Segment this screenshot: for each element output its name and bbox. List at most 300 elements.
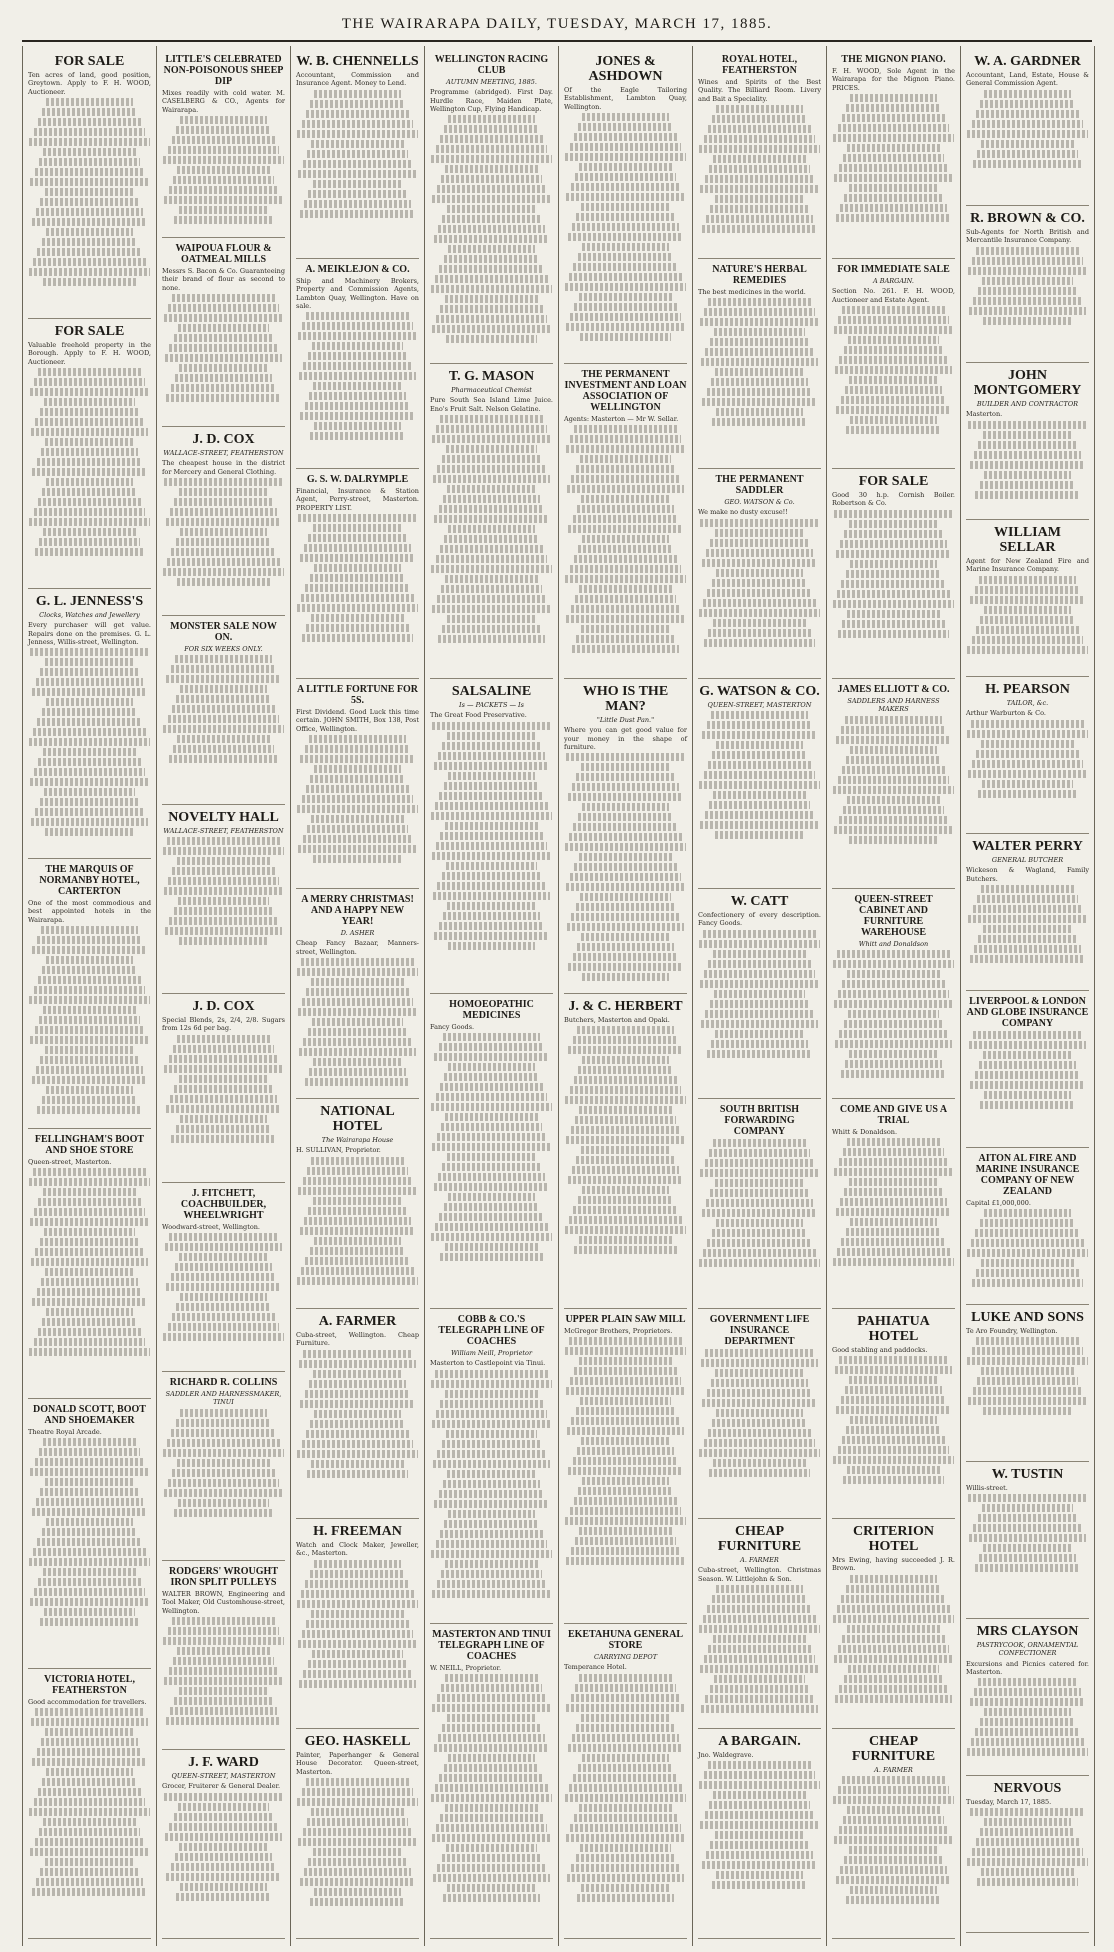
fine-print-line	[970, 1698, 1086, 1706]
fine-print-line	[565, 1226, 687, 1234]
fine-print-line	[568, 1046, 682, 1054]
fine-print-line	[311, 978, 404, 986]
fine-print-line	[701, 1705, 818, 1713]
advertisement-title: ROYAL HOTEL, FEATHERSTON	[721, 54, 798, 76]
fine-print-line	[445, 1390, 538, 1398]
fine-print-line	[31, 818, 148, 826]
fine-print-line	[314, 1410, 400, 1418]
advertisement-title: COME AND GIVE US A TRIAL	[839, 1104, 948, 1126]
fine-print-line	[33, 258, 146, 266]
fine-print-line	[700, 980, 819, 988]
fine-print-line	[165, 927, 282, 935]
fine-print-line	[574, 1814, 676, 1822]
fine-print-line	[431, 1233, 553, 1241]
fine-print-line	[842, 306, 944, 314]
advertisement	[162, 427, 285, 616]
advertisement	[698, 1519, 821, 1729]
advertisement-body: Pure South Sea Island Lime Juice. Eno's Fruit Salt. Nelson Gelatine.	[430, 396, 553, 413]
fine-print-line	[432, 1420, 551, 1428]
fine-print-line	[704, 135, 816, 143]
fine-print-line	[580, 1844, 671, 1852]
advertisement	[698, 679, 821, 889]
fine-print-line	[438, 1734, 545, 1742]
fine-print-line	[434, 932, 548, 940]
fine-print-line	[579, 1236, 672, 1244]
advertisement-body: The best medicines in the world.	[698, 288, 806, 296]
advertisement-body: Temperance Hotel.	[564, 1663, 627, 1672]
fine-print-line	[447, 902, 536, 910]
fine-print-line	[838, 1645, 949, 1653]
fine-print-line	[702, 398, 816, 406]
fine-print-line	[30, 1598, 149, 1606]
fine-print-line	[716, 1871, 803, 1879]
fine-print-line	[434, 762, 550, 770]
advertisement-body: Te Aro Foundry, Wellington.	[966, 1327, 1058, 1335]
advertisement-title: THE MARQUIS OF NORMANBY HOTEL, CARTERTON	[39, 864, 140, 897]
fine-print-line	[968, 267, 1087, 275]
fine-print-line	[566, 1387, 685, 1395]
fine-print-line	[440, 305, 542, 313]
fine-print-line	[565, 1794, 687, 1802]
column-6	[692, 46, 826, 1946]
fine-print-line	[704, 1771, 816, 1779]
fine-print-line	[710, 1189, 808, 1197]
fine-print-line	[578, 123, 673, 131]
fine-print-line	[34, 508, 146, 516]
fine-print-line	[844, 1675, 944, 1683]
fine-print-line	[46, 478, 132, 486]
fine-print-line	[704, 639, 815, 647]
fine-print-line	[174, 334, 274, 342]
fine-print-line	[570, 313, 681, 321]
fine-print-line	[841, 1070, 947, 1078]
fine-print-line	[574, 1246, 676, 1254]
fine-print-line	[700, 1665, 819, 1673]
fine-print-line	[569, 1784, 682, 1792]
advertisement-title: VICTORIA HOTEL, FEATHERSTON	[44, 1674, 135, 1696]
fine-print-line	[579, 163, 671, 171]
fine-print-line	[837, 1605, 950, 1613]
advertisement	[296, 889, 419, 1099]
fine-print-line	[175, 1263, 272, 1271]
fine-print-line	[177, 1035, 269, 1043]
fine-print-line	[838, 1446, 950, 1454]
fine-print-line	[977, 150, 1078, 158]
fine-print-line	[169, 1233, 277, 1241]
fine-print-line	[845, 1060, 942, 1068]
fine-print-line	[574, 303, 676, 311]
advertisement-title: A BARGAIN.	[718, 1734, 801, 1749]
column-1	[22, 46, 156, 1946]
fine-print-line	[973, 160, 1082, 168]
fine-print-line	[168, 146, 280, 154]
advertisement	[698, 889, 821, 1099]
advertisement	[296, 1729, 419, 1939]
fine-print-line	[711, 711, 808, 719]
fine-print-line	[835, 1040, 952, 1048]
fine-print-line	[715, 1179, 805, 1187]
advertisement	[966, 1305, 1089, 1462]
advertisement-body: Wickeson & Wagland, Family Butchers.	[966, 866, 1089, 883]
fine-print-line	[846, 1228, 942, 1236]
fine-print-line	[834, 174, 952, 182]
fine-print-line	[437, 1694, 546, 1702]
fine-print-line	[843, 1816, 944, 1824]
fine-print-line	[984, 1818, 1070, 1826]
fine-print-line	[433, 1460, 550, 1468]
fine-print-line	[836, 1876, 952, 1884]
fine-print-line	[709, 165, 810, 173]
fine-print-line	[167, 837, 280, 845]
fine-print-line	[177, 857, 270, 865]
advertisement-body: Messrs S. Bacon & Co. Guaranteeing their brand of flour as second to none.	[162, 267, 285, 292]
fine-print-line	[703, 599, 816, 607]
advertisement-subtitle: Is — PACKETS — Is	[459, 701, 524, 709]
fine-print-line	[297, 1798, 418, 1806]
advertisement	[564, 994, 687, 1309]
fine-print-line	[31, 428, 148, 436]
fine-print-line	[171, 665, 277, 673]
fine-print-line	[578, 545, 673, 553]
fine-print-line	[300, 554, 416, 562]
fine-print-line	[35, 808, 143, 816]
fine-print-line	[166, 394, 280, 402]
fine-print-line	[302, 120, 414, 128]
fine-print-line	[711, 378, 808, 386]
fine-print-line	[572, 223, 679, 231]
fine-print-line	[566, 1834, 685, 1842]
advertisement-body: Painter, Paperhanger & General House Decorator. Queen-street, Masterton.	[296, 1751, 419, 1776]
fine-print-line	[38, 368, 140, 376]
fine-print-line	[575, 173, 676, 181]
fine-print-line	[582, 535, 668, 543]
fine-print-line	[303, 1177, 412, 1185]
fine-print-line	[979, 1061, 1076, 1069]
fine-print-line	[716, 1219, 803, 1227]
fine-print-line	[45, 1046, 135, 1054]
fine-print-line	[837, 1248, 950, 1256]
fine-print-line	[971, 1738, 1084, 1746]
advertisement	[564, 364, 687, 679]
fine-print-line	[435, 275, 548, 283]
fine-print-line	[32, 688, 148, 696]
fine-print-line	[304, 200, 411, 208]
fine-print-line	[41, 448, 138, 456]
fine-print-line	[38, 1198, 140, 1206]
advertisement	[832, 679, 955, 889]
fine-print-line	[442, 872, 542, 880]
fine-print-line	[40, 668, 138, 676]
fine-print-line	[977, 1878, 1078, 1886]
fine-print-line	[171, 1273, 277, 1281]
fine-print-line	[841, 396, 947, 404]
fine-print-line	[580, 1397, 671, 1405]
fine-print-line	[440, 1253, 542, 1261]
fine-print-line	[972, 120, 1084, 128]
fine-print-line	[166, 518, 282, 526]
fine-print-line	[166, 1717, 282, 1725]
fine-print-line	[849, 1846, 939, 1854]
advertisement-title: WELLINGTON RACING CLUB	[434, 54, 549, 76]
fine-print-line	[35, 1026, 144, 1034]
advertisement-title: WHO IS THE MAN?	[582, 684, 669, 714]
fine-print-line	[973, 1387, 1082, 1395]
fine-print-line	[846, 1585, 942, 1593]
advertisement-title: NERVOUS	[993, 1781, 1062, 1796]
fine-print-line	[716, 1585, 803, 1593]
fine-print-line	[302, 1630, 413, 1638]
fine-print-line	[707, 589, 812, 597]
advertisement-title: FOR SALE	[54, 54, 125, 69]
fine-print-line	[163, 847, 285, 855]
fine-print-line	[163, 1333, 284, 1341]
fine-print-line	[36, 1498, 143, 1506]
fine-print-line	[434, 1183, 550, 1191]
fine-print-line	[305, 1257, 410, 1265]
advertisement-title: WALTER PERRY	[972, 839, 1083, 854]
fine-print-line	[846, 1896, 942, 1904]
fine-print-line	[32, 1076, 148, 1084]
fine-print-line	[433, 475, 550, 483]
advertisement-body: We make no dusty excuse!!	[698, 508, 788, 517]
fine-print-line	[842, 620, 944, 628]
advertisement-title: DONALD SCOTT, BOOT AND SHOEMAKER	[33, 1404, 146, 1426]
fine-print-line	[447, 1470, 536, 1478]
advertisement	[162, 1183, 285, 1372]
advertisement	[430, 679, 553, 994]
advertisement-subtitle: The Wairarapa House	[321, 1136, 394, 1144]
fine-print-line	[716, 105, 802, 113]
fine-print-line	[978, 935, 1076, 943]
fine-print-line	[166, 1105, 282, 1113]
advertisement-title: J. FITCHETT, COACHBUILDER, WHEELWRIGHT	[180, 1188, 267, 1221]
fine-print-line	[447, 1884, 536, 1892]
fine-print-line	[171, 548, 276, 556]
fine-print-line	[850, 1575, 937, 1583]
fine-print-line	[972, 636, 1084, 644]
fine-print-line	[975, 1071, 1081, 1079]
fine-print-line	[710, 338, 810, 346]
advertisement-body: Ten acres of land, good position, Greytown. Apply to F. H. WOOD, Auctioneer.	[28, 71, 151, 96]
fine-print-line	[983, 431, 1073, 439]
fine-print-line	[439, 265, 544, 273]
fine-print-line	[434, 235, 550, 243]
advertisement-title: H. FREEMAN	[313, 1524, 402, 1539]
fine-print-line	[981, 140, 1073, 148]
fine-print-line	[445, 1804, 538, 1812]
fine-print-line	[571, 1694, 680, 1702]
fine-print-line	[32, 1508, 148, 1516]
fine-print-line	[570, 1824, 681, 1832]
fine-print-line	[173, 745, 274, 753]
fine-print-line	[308, 534, 406, 542]
fine-print-line	[34, 768, 145, 776]
fine-print-line	[566, 445, 685, 453]
advertisement	[698, 1099, 821, 1309]
fine-print-line	[837, 590, 950, 598]
fine-print-line	[969, 1534, 1086, 1542]
fine-print-line	[164, 478, 282, 486]
fine-print-line	[712, 1881, 808, 1889]
fine-print-line	[976, 1838, 1079, 1846]
advertisement-title: FELLINGHAM'S BOOT AND SHOE STORE	[34, 1134, 145, 1156]
fine-print-line	[168, 1627, 280, 1635]
advertisement-body: Arthur Warburton & Co.	[966, 709, 1046, 718]
fine-print-line	[44, 1228, 135, 1236]
advertisement-subtitle: CARRYING DEPOT	[593, 1653, 658, 1661]
fine-print-line	[38, 1788, 141, 1796]
fine-print-line	[567, 1874, 684, 1882]
fine-print-line	[984, 1209, 1071, 1217]
fine-print-line	[29, 738, 151, 746]
fine-print-line	[41, 926, 138, 934]
fine-print-line	[980, 1718, 1076, 1726]
fine-print-line	[310, 775, 405, 783]
fine-print-line	[41, 1278, 138, 1286]
advertisement-subtitle: "Little Dust Pan."	[596, 716, 655, 724]
fine-print-line	[705, 1010, 813, 1018]
fine-print-line	[313, 382, 402, 390]
fine-print-line	[581, 1714, 671, 1722]
fine-print-line	[445, 1243, 538, 1251]
fine-print-line	[973, 905, 1082, 913]
fine-print-line	[45, 1268, 134, 1276]
fine-print-line	[445, 575, 537, 583]
fine-print-line	[712, 115, 807, 123]
fine-print-line	[579, 1674, 671, 1682]
fine-print-line	[576, 1156, 674, 1164]
fine-print-line	[437, 185, 546, 193]
fine-print-line	[578, 1764, 674, 1772]
advertisement-body: McGregor Brothers, Proprietors.	[564, 1327, 673, 1335]
fine-print-line	[43, 528, 135, 536]
fine-print-line	[835, 1695, 952, 1703]
fine-print-line	[701, 1359, 818, 1367]
fine-print-line	[174, 1085, 272, 1093]
fine-print-line	[38, 976, 141, 984]
fine-print-line	[566, 1557, 684, 1565]
fine-print-line	[970, 596, 1084, 604]
fine-print-line	[574, 1367, 676, 1375]
fine-print-line	[580, 893, 671, 901]
fine-print-line	[844, 1856, 942, 1864]
fine-print-line	[577, 1894, 674, 1902]
advertisement	[966, 49, 1089, 206]
fine-print-line	[174, 498, 272, 506]
fine-print-line	[304, 544, 411, 552]
advertisement-body: Valuable freehold property in the Borough. Apply to F. H. WOOD, Auctioneer.	[28, 341, 151, 366]
advertisement-subtitle: GENERAL BUTCHER	[991, 856, 1064, 864]
fine-print-line	[443, 912, 540, 920]
fine-print-line	[36, 678, 143, 686]
fine-print-line	[179, 1253, 268, 1261]
fine-print-line	[714, 328, 805, 336]
fine-print-line	[439, 1213, 544, 1221]
advertisement	[698, 49, 821, 259]
fine-print-line	[571, 1864, 679, 1872]
fine-print-line	[702, 1861, 818, 1869]
fine-print-line	[434, 1053, 548, 1061]
fine-print-line	[710, 539, 808, 547]
advertisement-subtitle: William Neill, Proprietor	[450, 1349, 533, 1357]
fine-print-line	[976, 110, 1079, 118]
fine-print-line	[178, 324, 269, 332]
advertisement	[28, 859, 151, 1129]
fine-print-line	[572, 783, 679, 791]
fine-print-line	[576, 465, 676, 473]
advertisement	[430, 364, 553, 679]
fine-print-line	[310, 574, 406, 582]
advertisement	[698, 469, 821, 679]
fine-print-line	[573, 953, 679, 961]
advertisement-body: Section No. 261. F. H. WOOD, Auctioneer and Estate Agent.	[832, 287, 955, 304]
fine-print-line	[845, 386, 942, 394]
advertisement	[564, 1309, 687, 1624]
fine-print-line	[178, 1499, 269, 1507]
fine-print-line	[576, 1724, 674, 1732]
fine-print-line	[40, 1618, 140, 1626]
fine-print-line	[976, 750, 1078, 758]
fine-print-line	[433, 892, 550, 900]
fine-print-line	[435, 1223, 548, 1231]
fine-print-line	[167, 558, 280, 566]
fine-print-line	[579, 853, 672, 861]
fine-print-line	[164, 887, 283, 895]
fine-print-line	[37, 1748, 143, 1756]
fine-print-line	[704, 308, 815, 316]
fine-print-line	[715, 195, 805, 203]
fine-print-line	[176, 538, 272, 546]
fine-print-line	[571, 475, 679, 483]
advertisement-body: One of the most commodious and best appointed hotels in the Wairarapa.	[28, 899, 151, 924]
fine-print-line	[42, 1778, 137, 1786]
fine-print-line	[168, 715, 280, 723]
fine-print-line	[299, 1360, 416, 1368]
advertisement-body: Confectionery of every description. Fancy Goods.	[698, 911, 821, 928]
advertisement-title: T. G. MASON	[448, 369, 535, 384]
advertisement-title: NATIONAL HOTEL	[320, 1104, 395, 1134]
fine-print-line	[448, 772, 535, 780]
fine-print-line	[310, 1898, 406, 1906]
fine-print-line	[582, 113, 668, 121]
fine-print-line	[839, 1826, 948, 1834]
fine-print-line	[848, 1665, 939, 1673]
advertisement-title: QUEEN-STREET CABINET AND FURNITURE WAREHOUSE	[854, 894, 933, 938]
fine-print-line	[437, 1864, 545, 1872]
fine-print-line	[712, 751, 807, 759]
fine-print-line	[700, 519, 818, 527]
fine-print-line	[975, 491, 1080, 499]
fine-print-line	[310, 1420, 405, 1428]
fine-print-line	[164, 1489, 283, 1497]
fine-print-line	[982, 1504, 1073, 1512]
advertisement-subtitle: A BARGAIN.	[873, 277, 914, 285]
fine-print-line	[439, 922, 545, 930]
advertisement-body: Special Blends, 2s, 2/4, 2/8. Sugars from 12s 6d per bag.	[162, 1016, 285, 1033]
fine-print-line	[436, 1824, 547, 1832]
fine-print-line	[444, 1520, 539, 1528]
fine-print-line	[713, 1635, 806, 1643]
fine-print-line	[699, 781, 820, 789]
fine-print-line	[174, 216, 272, 224]
advertisement-body: F. H. WOOD, Sole Agent in the Wairarapa for the Mignon Piano. PRICES.	[832, 67, 955, 92]
fine-print-line	[440, 1814, 542, 1822]
fine-print-line	[566, 1704, 684, 1712]
fine-print-line	[31, 1718, 148, 1726]
fine-print-line	[32, 1888, 148, 1896]
fine-print-line	[850, 1218, 937, 1226]
fine-print-line	[307, 150, 408, 158]
